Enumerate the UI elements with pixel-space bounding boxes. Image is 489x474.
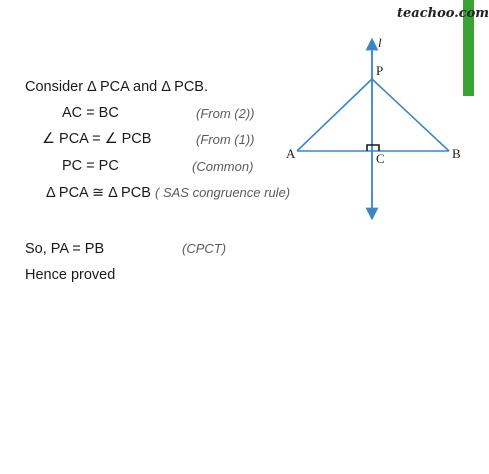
point-label-c: C	[376, 151, 385, 166]
conclusion-reason: (CPCT)	[182, 241, 227, 256]
line-label: l	[378, 35, 382, 50]
conclusion-statement: So, PA = PB	[25, 241, 105, 257]
step-1-reason: (From (2))	[196, 106, 255, 121]
step-3-statement: PC = PC	[62, 158, 119, 174]
final-statement: Hence proved	[25, 267, 116, 283]
proof-intro: Consider Δ PCA and Δ PCB.	[25, 79, 208, 95]
step-1-statement: AC = BC	[62, 105, 119, 121]
point-label-b: B	[452, 146, 461, 161]
brand-logo: teachoo.com	[397, 6, 489, 21]
point-label-p: P	[376, 63, 384, 78]
step-4-reason: ( SAS congruence rule)	[155, 185, 291, 200]
step-3-reason: (Common)	[192, 159, 254, 174]
step-2-statement: ∠ PCA = ∠ PCB	[42, 131, 152, 147]
step-4-statement: Δ PCA ≅ Δ PCB	[46, 185, 151, 201]
segment-pa	[297, 79, 372, 151]
step-2-reason: (From (1))	[196, 132, 255, 147]
segment-pb	[372, 79, 449, 151]
point-label-a: A	[286, 146, 296, 161]
